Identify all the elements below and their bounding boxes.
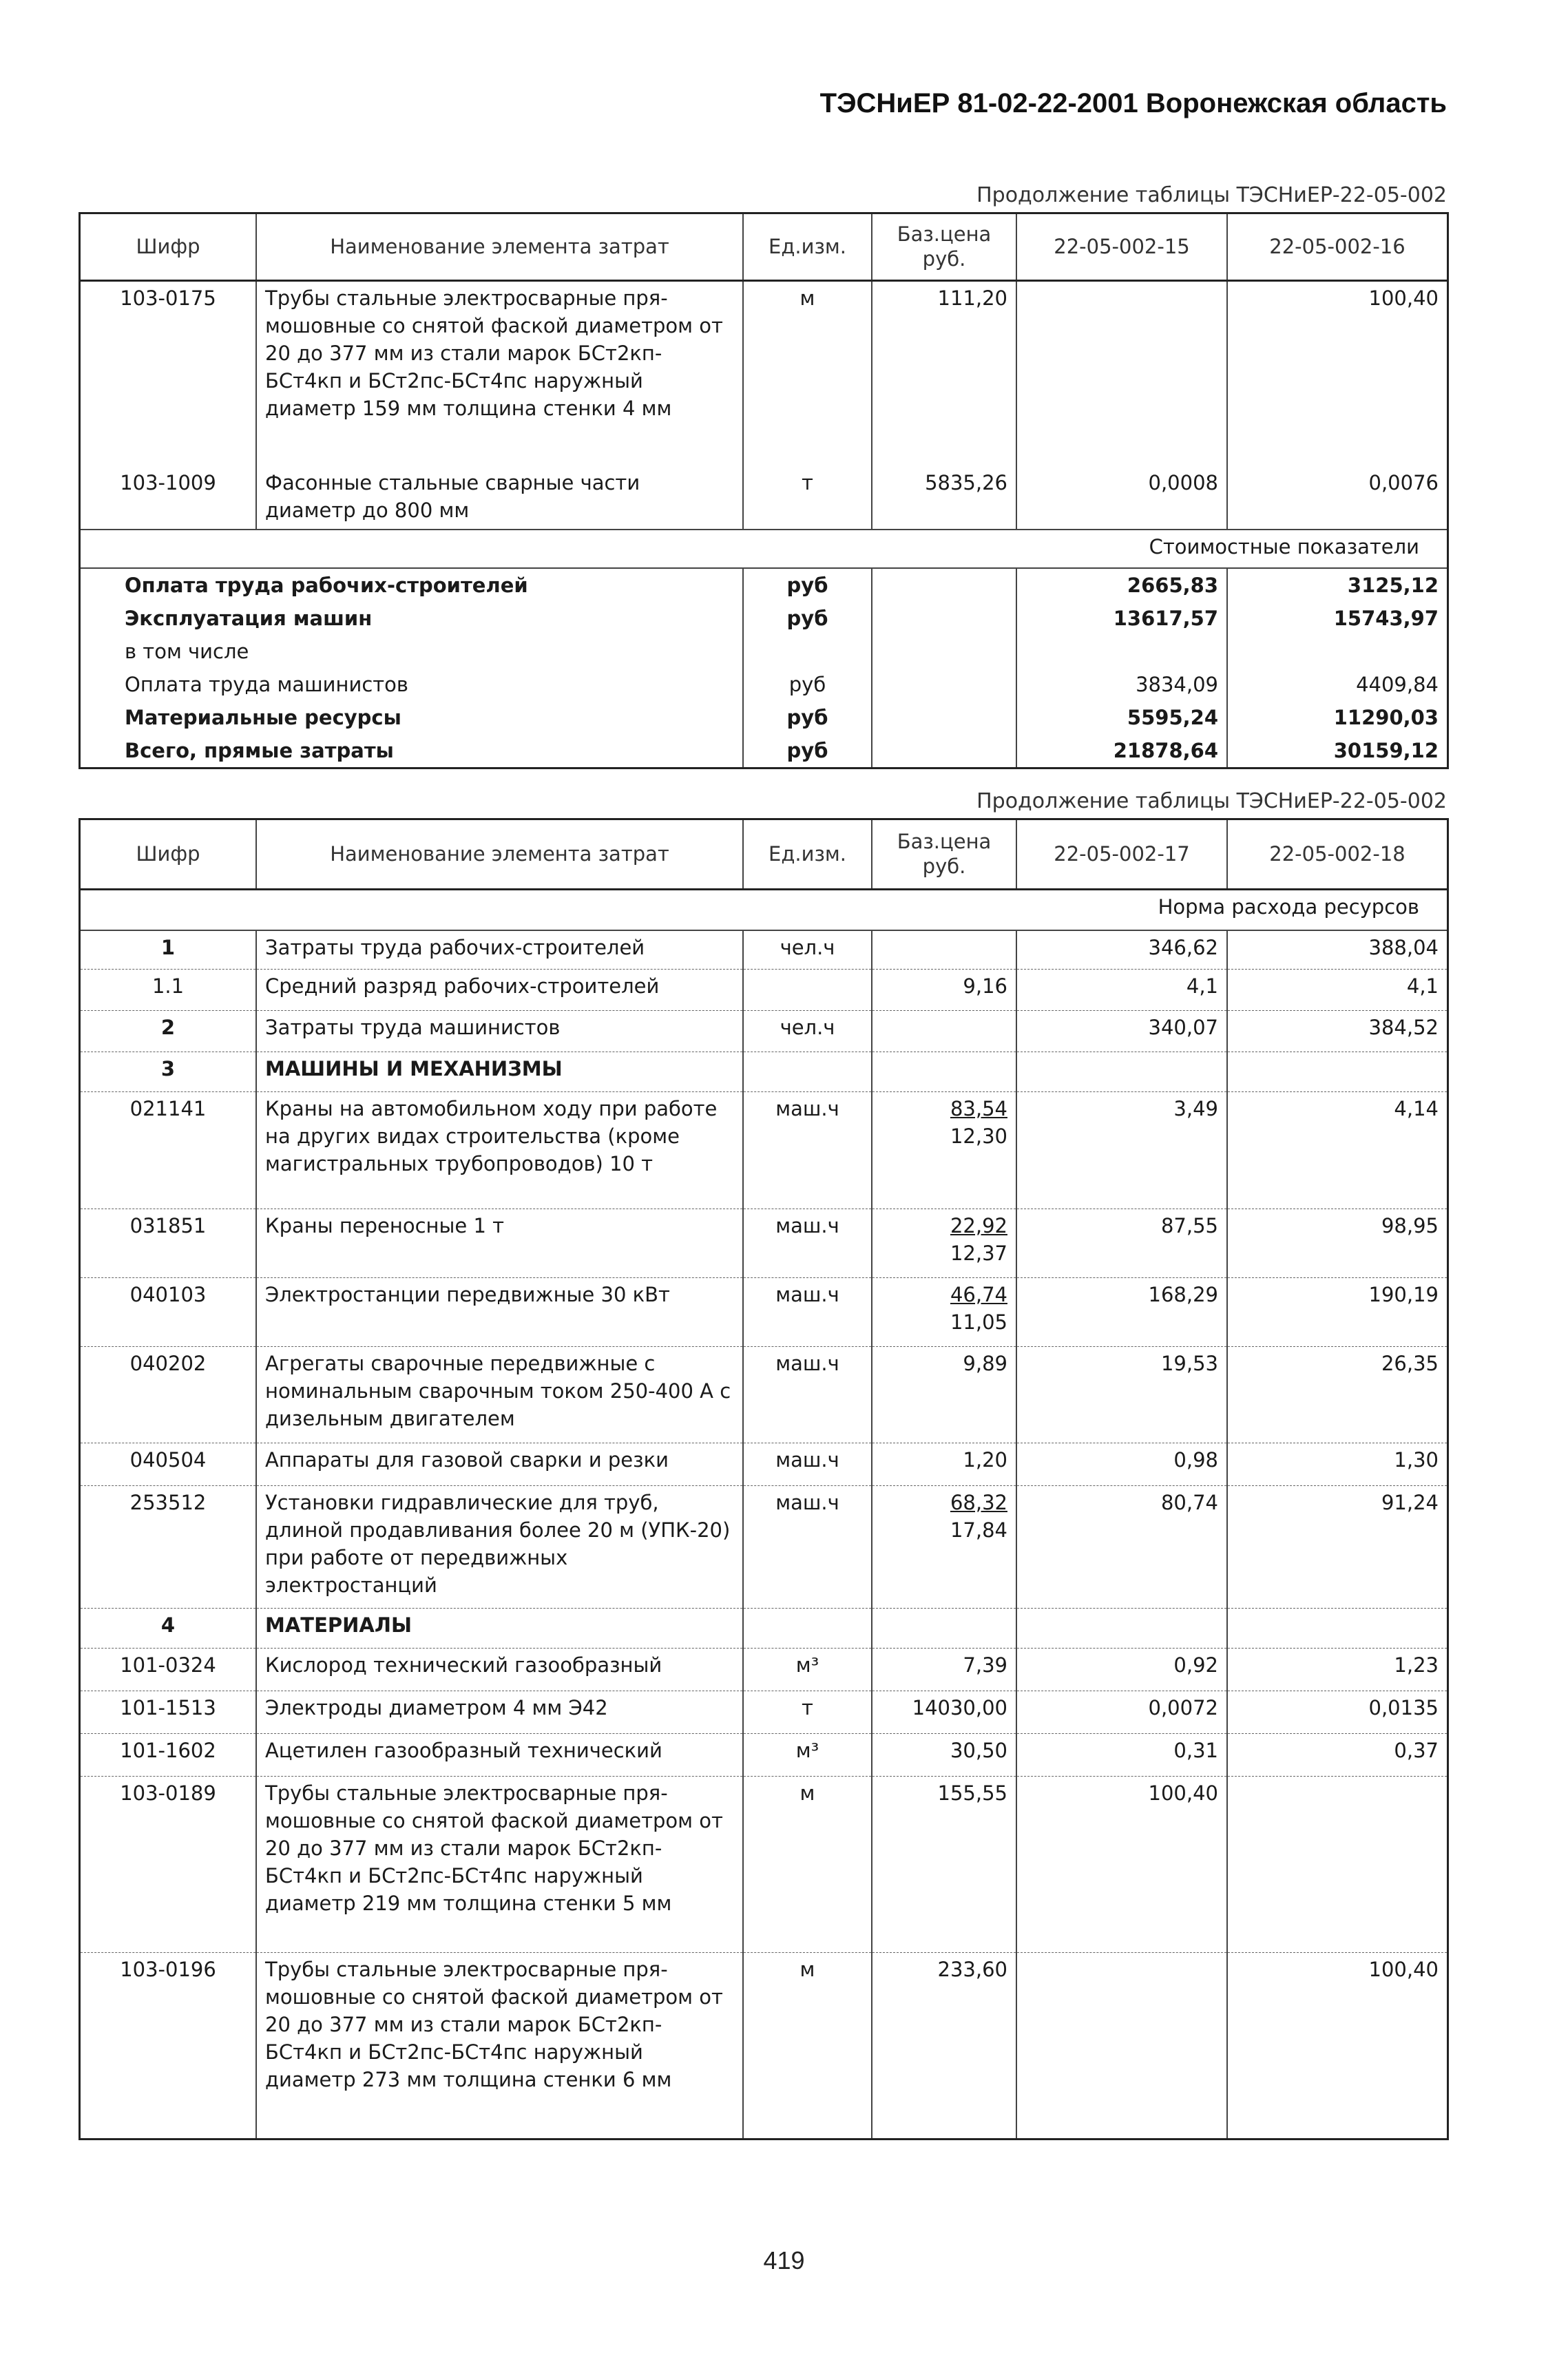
table1-header-unit: Ед.изм. <box>743 214 872 280</box>
row-value-2: 98,95 <box>1227 1209 1447 1277</box>
row-unit: маш.ч <box>743 1277 872 1346</box>
row-price: 1,20 <box>872 1443 1016 1485</box>
row-code: 3 <box>81 1052 256 1091</box>
row-price: 9,89 <box>872 1346 1016 1443</box>
cost-price-empty <box>872 635 1016 668</box>
table-row <box>81 568 1447 602</box>
row-value-2: 190,19 <box>1227 1277 1447 1346</box>
row-unit: маш.ч <box>743 1443 872 1485</box>
row-price <box>872 1052 1016 1091</box>
row-code: 103-1009 <box>120 471 216 494</box>
cost-value-2 <box>1227 635 1447 668</box>
row-price-primary: 46,74 <box>950 1282 1007 1306</box>
row-value-1: 346,62 <box>1016 930 1227 969</box>
row-code: 1.1 <box>81 969 256 1010</box>
row-name: Кислород технический газообразный <box>256 1648 743 1691</box>
page-header-title: ТЭСНиЕР 81-02-22-2001 Воронежская область <box>819 88 1447 118</box>
row-code: 040202 <box>81 1346 256 1443</box>
row-code: 101-1602 <box>81 1733 256 1776</box>
row-code: 040504 <box>81 1443 256 1485</box>
table1-header-price: Баз.цена руб. <box>872 214 1016 280</box>
row-name: Трубы стальные электросварные пря-мошовные со снятой фаской диаметром от 20 до 377 мм из стали марок БСт2кп-БСт4кп и БСт2пс-БСт4пс наружный диаметр 273 мм толщина стенки 6 мм <box>256 1952 743 2138</box>
row-value-1: 0,0008 <box>1016 466 1227 530</box>
row-price <box>872 930 1016 969</box>
row-unit: маш.ч <box>743 1346 872 1443</box>
row-name: Фасонные стальные сварные части диаметр до 800 мм <box>256 466 743 530</box>
row-unit <box>743 1052 872 1091</box>
row-unit: т <box>743 466 872 530</box>
section-row <box>81 1608 1447 1648</box>
row-unit <box>743 1608 872 1648</box>
cost-name: Оплата труда рабочих-строителей <box>125 574 528 597</box>
table-row <box>81 701 1447 734</box>
cost-value-2: 3125,12 <box>1227 568 1447 602</box>
table-row <box>81 1209 1447 1277</box>
row-value-2: 0,37 <box>1227 1733 1447 1776</box>
row-price <box>872 1091 1016 1209</box>
row-value-1: 0,0072 <box>1016 1691 1227 1733</box>
row-price: 30,50 <box>872 1733 1016 1776</box>
table2-header-code: Шифр <box>81 820 256 889</box>
cost-price-empty <box>872 568 1016 602</box>
section-row <box>81 1052 1447 1091</box>
row-value-1: 168,29 <box>1016 1277 1227 1346</box>
cost-value-1: 21878,64 <box>1016 734 1227 767</box>
row-unit: м <box>743 1952 872 2138</box>
cost-value-2: 15743,97 <box>1227 602 1447 635</box>
row-price <box>872 1485 1016 1608</box>
row-unit: чел.ч <box>743 1010 872 1052</box>
row-name: МАШИНЫ И МЕХАНИЗМЫ <box>256 1052 743 1091</box>
cost-value-1 <box>1016 635 1227 668</box>
row-price: 155,55 <box>872 1776 1016 1952</box>
row-price-secondary: 12,37 <box>950 1241 1007 1265</box>
table2-header-unit: Ед.изм. <box>743 820 872 889</box>
row-name: Краны на автомобильном ходу при работе на других видах строительства (кроме магистральных трубопроводов) 10 т <box>256 1091 743 1209</box>
cost-unit: руб <box>743 668 872 701</box>
row-price-secondary: 12,30 <box>950 1124 1007 1148</box>
table-row <box>81 1733 1447 1776</box>
row-name: Электростанции передвижные 30 кВт <box>256 1277 743 1346</box>
row-value-1: 340,07 <box>1016 1010 1227 1052</box>
row-price: 111,20 <box>872 280 1016 466</box>
row-unit: маш.ч <box>743 1485 872 1608</box>
row-price <box>872 1209 1016 1277</box>
cost-name: в том числе <box>125 640 249 663</box>
table-row <box>81 1346 1447 1443</box>
row-value-1 <box>1016 1608 1227 1648</box>
table1-caption: Продолжение таблицы ТЭСНиЕР-22-05-002 <box>976 183 1447 207</box>
table2-header-price: Баз.цена руб. <box>872 820 1016 889</box>
table-row <box>81 1952 1447 2138</box>
cost-value-2: 4409,84 <box>1227 668 1447 701</box>
row-value-2 <box>1227 1608 1447 1648</box>
row-value-2: 0,0135 <box>1227 1691 1447 1733</box>
table-row <box>81 1010 1447 1052</box>
row-name: Затраты труда машинистов <box>256 1010 743 1052</box>
row-value-2: 1,23 <box>1227 1648 1447 1691</box>
row-value-1 <box>1016 1052 1227 1091</box>
row-value-2 <box>1227 1776 1447 1952</box>
row-price <box>872 1277 1016 1346</box>
table1-header-name: Наименование элемента затрат <box>256 214 743 280</box>
row-name: Трубы стальные электросварные пря-мошовные со снятой фаской диаметром от 20 до 377 мм из стали марок БСт2кп-БСт4кп и БСт2пс-БСт4пс наружный диаметр 219 мм толщина стенки 5 мм <box>256 1776 743 1952</box>
row-code: 103-0175 <box>120 286 216 310</box>
row-code: 021141 <box>81 1091 256 1209</box>
row-unit: м <box>743 280 872 466</box>
row-price-primary: 68,32 <box>950 1490 1007 1514</box>
row-name: Установки гидравлические для труб, длиной продавливания более 20 м (УПК-20) при работе от передвижных электростанций <box>256 1485 743 1608</box>
table1 <box>79 212 1449 769</box>
row-unit: чел.ч <box>743 930 872 969</box>
table1-header-col1: 22-05-002-15 <box>1016 214 1227 280</box>
table-row <box>81 280 1447 466</box>
row-value-1: 3,49 <box>1016 1091 1227 1209</box>
row-price: 233,60 <box>872 1952 1016 2138</box>
row-price-secondary: 11,05 <box>950 1310 1007 1334</box>
row-price: 5835,26 <box>872 466 1016 530</box>
row-name: Средний разряд рабочих-строителей <box>256 969 743 1010</box>
row-value-1 <box>1016 1952 1227 2138</box>
table-row <box>81 668 1447 701</box>
row-name: МАТЕРИАЛЫ <box>256 1608 743 1648</box>
row-value-1: 0,92 <box>1016 1648 1227 1691</box>
table-row <box>81 1776 1447 1952</box>
row-code: 103-0189 <box>81 1776 256 1952</box>
row-name: Аппараты для газовой сварки и резки <box>256 1443 743 1485</box>
row-value-1 <box>1016 280 1227 466</box>
table-row <box>81 602 1447 635</box>
page-number: 419 <box>763 2246 805 2274</box>
row-price: 9,16 <box>872 969 1016 1010</box>
row-value-2: 384,52 <box>1227 1010 1447 1052</box>
cost-name: Эксплуатация машин <box>125 607 373 630</box>
cost-price-empty <box>872 701 1016 734</box>
row-code: 031851 <box>81 1209 256 1277</box>
row-value-2: 100,40 <box>1227 280 1447 466</box>
table2-banner-row <box>81 889 1447 930</box>
row-name: Затраты труда рабочих-строителей <box>256 930 743 969</box>
cost-value-1: 13617,57 <box>1016 602 1227 635</box>
row-price-primary: 83,54 <box>950 1096 1007 1120</box>
table-row <box>81 734 1447 767</box>
row-name: Трубы стальные электросварные пря-мошовные со снятой фаской диаметром от 20 до 377 мм из стали марок БСт2кп-БСт4кп и БСт2пс-БСт4пс наружный диаметр 159 мм толщина стенки 4 мм <box>256 280 743 466</box>
row-value-1: 87,55 <box>1016 1209 1227 1277</box>
row-value-1: 0,31 <box>1016 1733 1227 1776</box>
table1-banner-row <box>81 530 1447 568</box>
table1-header-code: Шифр <box>81 214 256 280</box>
table2-header-col1: 22-05-002-17 <box>1016 820 1227 889</box>
row-code: 101-1513 <box>81 1691 256 1733</box>
row-value-2: 91,24 <box>1227 1485 1447 1608</box>
row-value-2 <box>1227 1052 1447 1091</box>
cost-unit: руб <box>743 734 872 767</box>
row-unit <box>743 969 872 1010</box>
row-name: Агрегаты сварочные передвижные с номинальным сварочным током 250-400 А с дизельным двигателем <box>256 1346 743 1443</box>
table2-banner: Норма расхода ресурсов <box>81 889 1447 930</box>
row-code: 040103 <box>81 1277 256 1346</box>
table-row <box>81 635 1447 668</box>
table2-header-name: Наименование элемента затрат <box>256 820 743 889</box>
table1-banner: Стоимостные показатели <box>81 530 1447 568</box>
row-price-primary: 22,92 <box>950 1213 1007 1237</box>
row-value-1: 19,53 <box>1016 1346 1227 1443</box>
cost-value-2: 11290,03 <box>1227 701 1447 734</box>
cost-value-1: 2665,83 <box>1016 568 1227 602</box>
row-code: 253512 <box>81 1485 256 1608</box>
row-value-2: 1,30 <box>1227 1443 1447 1485</box>
row-value-1: 4,1 <box>1016 969 1227 1010</box>
cost-value-1: 3834,09 <box>1016 668 1227 701</box>
table2-header-col2: 22-05-002-18 <box>1227 820 1447 889</box>
row-unit: маш.ч <box>743 1209 872 1277</box>
table-row <box>81 466 1447 530</box>
row-price: 7,39 <box>872 1648 1016 1691</box>
row-unit: маш.ч <box>743 1091 872 1209</box>
cost-name: Всего, прямые затраты <box>125 739 394 762</box>
cost-price-empty <box>872 734 1016 767</box>
cost-price-empty <box>872 602 1016 635</box>
row-unit: т <box>743 1691 872 1733</box>
table-row <box>81 1091 1447 1209</box>
row-price <box>872 1010 1016 1052</box>
row-price: 14030,00 <box>872 1691 1016 1733</box>
cost-value-2: 30159,12 <box>1227 734 1447 767</box>
table-row <box>81 1485 1447 1608</box>
row-name: Ацетилен газообразный технический <box>256 1733 743 1776</box>
table-row <box>81 1443 1447 1485</box>
row-value-2: 0,0076 <box>1227 466 1447 530</box>
table-row <box>81 969 1447 1010</box>
row-code: 2 <box>81 1010 256 1052</box>
row-code: 4 <box>81 1608 256 1648</box>
table2-caption: Продолжение таблицы ТЭСНиЕР-22-05-002 <box>976 789 1447 813</box>
row-name: Электроды диаметром 4 мм Э42 <box>256 1691 743 1733</box>
cost-name: Материальные ресурсы <box>125 706 401 729</box>
row-value-2: 100,40 <box>1227 1952 1447 2138</box>
row-value-1: 80,74 <box>1016 1485 1227 1608</box>
row-value-2: 4,1 <box>1227 969 1447 1010</box>
cost-unit: руб <box>743 701 872 734</box>
row-value-2: 26,35 <box>1227 1346 1447 1443</box>
row-value-1: 100,40 <box>1016 1776 1227 1952</box>
cost-unit: руб <box>743 602 872 635</box>
row-price <box>872 1608 1016 1648</box>
row-unit: м³ <box>743 1733 872 1776</box>
row-value-1: 0,98 <box>1016 1443 1227 1485</box>
row-code: 1 <box>160 936 176 959</box>
cost-unit <box>743 635 872 668</box>
row-value-2: 4,14 <box>1227 1091 1447 1209</box>
cost-unit: руб <box>743 568 872 602</box>
row-name: Краны переносные 1 т <box>256 1209 743 1277</box>
row-unit: м <box>743 1776 872 1952</box>
row-code: 101-0324 <box>81 1648 256 1691</box>
table-row <box>81 1277 1447 1346</box>
row-price-secondary: 17,84 <box>950 1518 1007 1542</box>
cost-price-empty <box>872 668 1016 701</box>
table-row <box>81 1691 1447 1733</box>
row-code: 103-0196 <box>81 1952 256 2138</box>
table-row <box>81 1648 1447 1691</box>
table-row <box>81 930 1447 969</box>
cost-value-1: 5595,24 <box>1016 701 1227 734</box>
cost-name: Оплата труда машинистов <box>125 673 408 696</box>
table2 <box>79 818 1449 2140</box>
table1-header-col2: 22-05-002-16 <box>1227 214 1447 280</box>
row-unit: м³ <box>743 1648 872 1691</box>
row-value-2: 388,04 <box>1227 930 1447 969</box>
